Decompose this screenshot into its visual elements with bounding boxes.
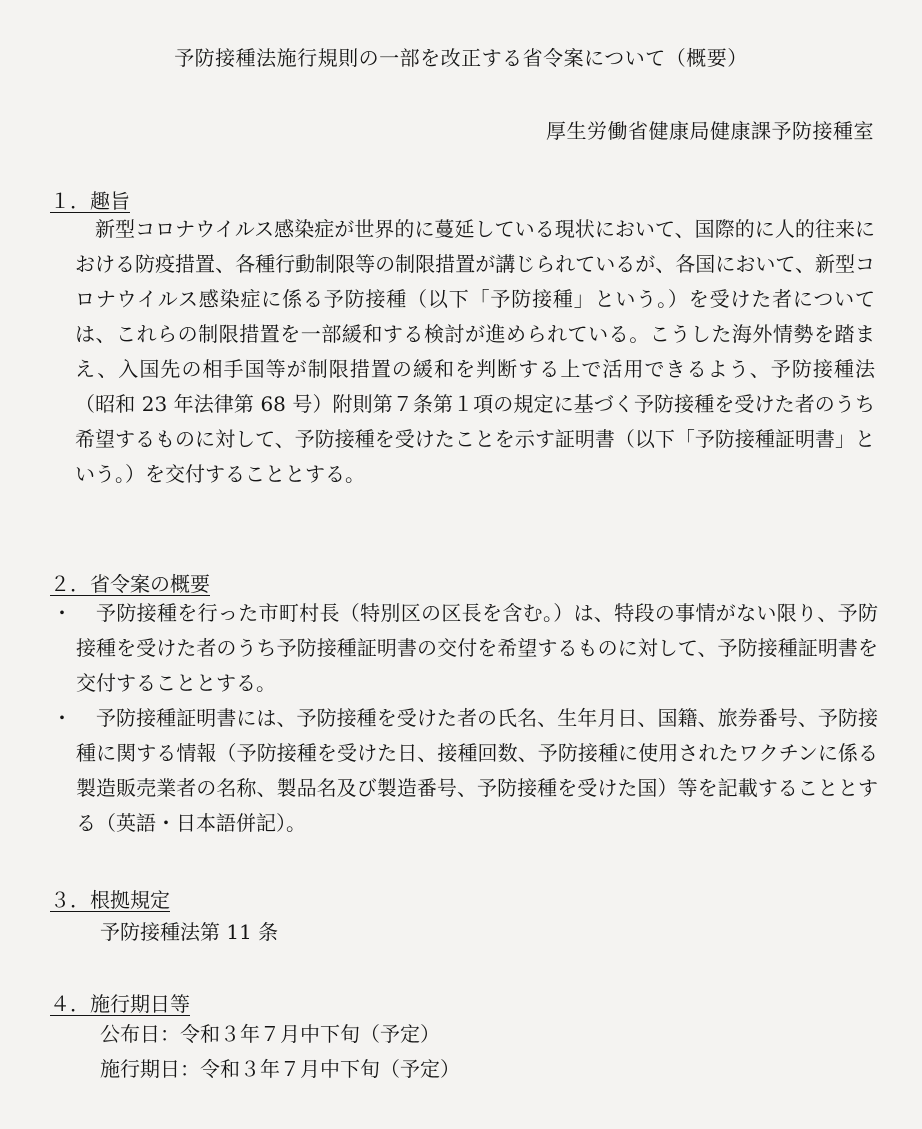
effective-date: 施行期日：令和３年７月中下旬（予定）	[100, 1057, 460, 1081]
section-heading-effective-date: ４．施行期日等	[50, 992, 190, 1016]
document-title: 予防接種法施行規則の一部を改正する省令案について（概要）	[174, 46, 748, 70]
list-item	[52, 596, 878, 701]
section-paragraph-purpose: 新型コロナウイルス感染症が世界的に蔓延している現状において、国際的に人的往来における防疫措置、各種行動制限等の制限措置が講じられているが、各国において、新型コロナウイルス感染症に係る予防接種（以下「予防接種」という。）を受けた者については、これらの制限措置を一部緩和する検討が進められている。こうした海外情勢を踏まえ、入国先の相手国等が制限措置の緩和を判断する上で活用できるよう、予防接種法（昭和 23 年法律第 68 号）附則第７条第１項の規定に基づく予防接種を受けた者のうち希望するものに対して、予防接種を受けたことを示す証明書（以下「予防接種証明書」という。）を交付することとする。	[75, 217, 875, 486]
list-item	[52, 701, 878, 841]
bullet-mark: ・	[52, 601, 72, 625]
section-heading-overview: ２．省令案の概要	[50, 572, 210, 596]
bullet-text: 予防接種証明書には、予防接種を受けた者の氏名、生年月日、国籍、旅券番号、予防接種に関する情報（予防接種を受けた日、接種回数、予防接種に使用されたワクチンに係る製造販売業者の名称、製品名及び製造番号、予防接種を受けた国）等を記載することとする（英語・日本語併記）。	[76, 706, 878, 835]
bullet-mark: ・	[52, 706, 72, 730]
overview-bullet-list	[52, 596, 878, 841]
promulgation-date: 公布日：令和３年７月中下旬（予定）	[100, 1022, 440, 1046]
section-heading-basis: ３．根拠規定	[50, 888, 170, 912]
section-heading-purpose: １．趣旨	[50, 189, 130, 213]
document-author: 厚生労働省健康局健康課予防接種室	[546, 119, 874, 143]
basis-text: 予防接種法第 11 条	[100, 920, 279, 944]
bullet-text: 予防接種を行った市町村長（特別区の区長を含む。）は、特段の事情がない限り、予防接種を受けた者のうち予防接種証明書の交付を希望するものに対して、予防接種証明書を交付することとする。	[76, 601, 878, 695]
